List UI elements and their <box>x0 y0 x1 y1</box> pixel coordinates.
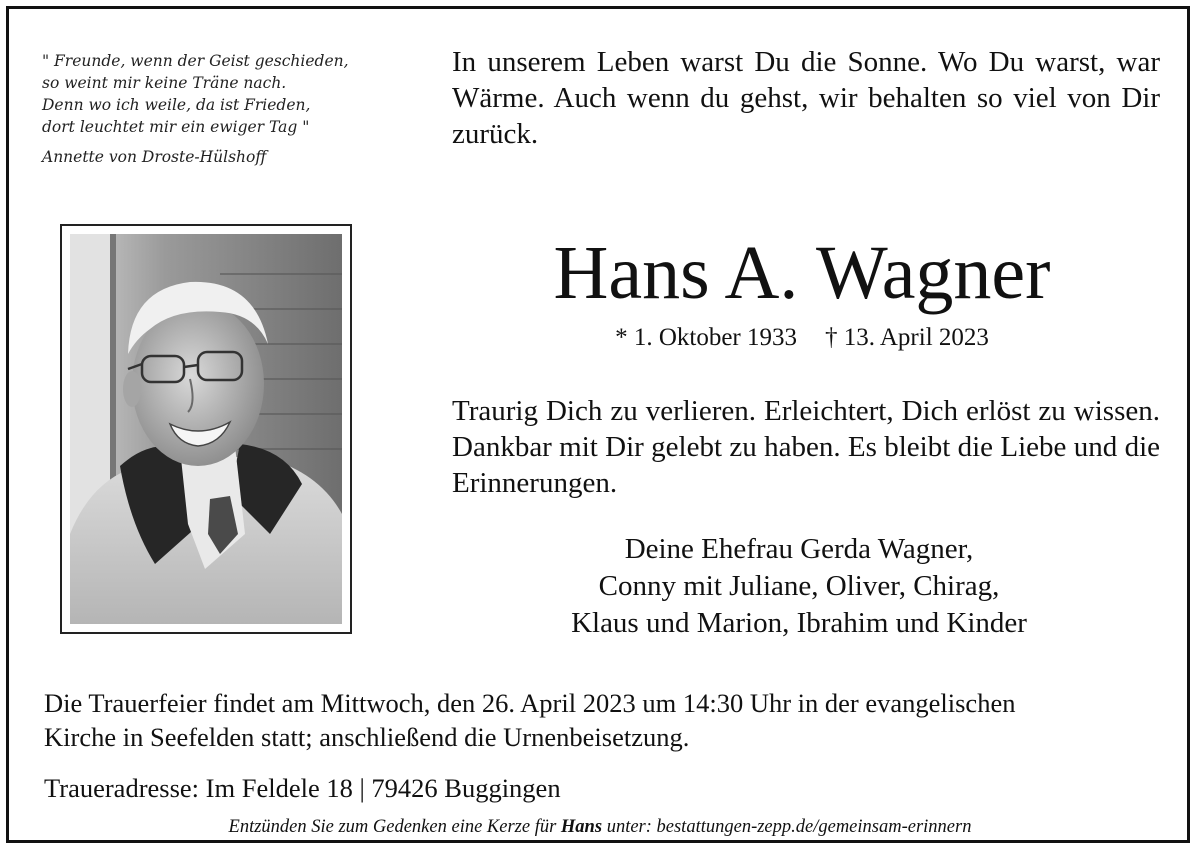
portrait-photo <box>70 234 342 624</box>
mourners-line: Klaus und Marion, Ibrahim und Kinder <box>571 607 1027 639</box>
poem-line: " Freunde, wenn der Geist geschieden, <box>42 52 349 70</box>
poem-quote <box>42 50 422 168</box>
footer-link[interactable]: unter: bestattungen-zepp.de/gemeinsam-erinnern <box>606 817 972 837</box>
death-date: † 13. April 2023 <box>825 324 989 351</box>
memorial-candle-note <box>0 814 1200 840</box>
poem-line: so weint mir keine Träne nach. <box>42 74 287 92</box>
mourners-line: Deine Ehefrau Gerda Wagner, <box>624 533 974 565</box>
intro-text: In unserem Leben warst Du die Sonne. Wo Du warst, war Wärme. Auch wenn du gehst, wir behalten so viel von Dir zurück. <box>452 46 1160 150</box>
portrait-photo-frame <box>60 224 352 634</box>
footer-name: Hans <box>560 817 603 837</box>
footer-prefix: Entzünden Sie zum Gedenken eine Kerze für <box>228 817 557 837</box>
poem-line: dort leuchtet mir ein ewiger Tag " <box>42 118 310 136</box>
mourning-address: Traueradresse: Im Feldele 18 | 79426 Buggingen <box>44 773 561 803</box>
ceremony-line: Kirche in Seefelden statt; anschließend die Urnenbeisetzung. <box>44 722 690 752</box>
deceased-name: Hans A. Wagner <box>553 231 1051 315</box>
life-dates <box>452 322 1152 354</box>
ceremony-line: Die Trauerfeier findet am Mittwoch, den 26. April 2023 um 14:30 Uhr in der evangelischen <box>44 688 1016 718</box>
farewell-message: Traurig Dich zu verlieren. Erleichtert, Dich erlöst zu wissen. Dankbar mit Dir gelebt zu haben. Es bleibt die Liebe und die Erinnerungen. <box>452 395 1160 499</box>
ceremony-info <box>44 686 1160 754</box>
poem-line: Denn wo ich weile, da ist Frieden, <box>42 96 311 114</box>
poem-author: Annette von Droste-Hülshoff <box>42 148 267 166</box>
mourners-list <box>452 531 1146 642</box>
birth-date: * 1. Oktober 1933 <box>615 324 797 351</box>
portrait-illustration <box>70 234 342 624</box>
mourners-line: Conny mit Juliane, Oliver, Chirag, <box>598 570 1000 602</box>
